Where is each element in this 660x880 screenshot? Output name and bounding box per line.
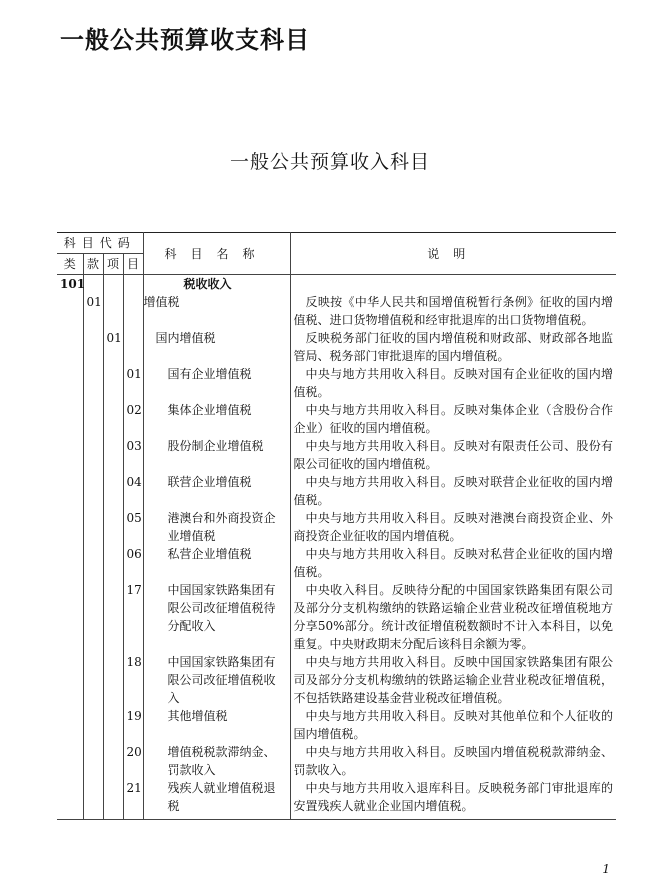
table-row — [57, 653, 616, 707]
table-row — [57, 581, 616, 653]
subject-name: 港澳台和外商投资企业增值税 — [143, 509, 290, 545]
table-row — [57, 365, 616, 401]
subject-name: 联营企业增值税 — [143, 473, 290, 509]
lei-code — [57, 437, 83, 473]
mu-code: 01 — [123, 365, 143, 401]
mu-header: 目 — [123, 254, 143, 275]
kuan-code — [83, 437, 103, 473]
lei-code: 101 — [57, 275, 83, 294]
lei-code — [57, 581, 83, 653]
subject-description: 反映按《中华人民共和国增值税暂行条例》征收的国内增值税、进口货物增值税和经审批退库的出口货物增值税。 — [293, 295, 614, 327]
subject-name: 国有企业增值税 — [143, 365, 290, 401]
subject-description: 中央收入科目。反映待分配的中国国家铁路集团有限公司及部分分支机构缴纳的铁路运输企业营业税改征增值税地方分享50%部分。统计改征增值税数额时不计入本科目，以免重复。中央财政期末分配后该科目余额为零。 — [293, 583, 614, 651]
lei-code — [57, 509, 83, 545]
budget-table — [57, 232, 616, 820]
subject-name: 股份制企业增值税 — [143, 437, 290, 473]
kuan-code — [83, 275, 103, 294]
mu-code — [123, 329, 143, 365]
subject-name: 国内增值税 — [143, 329, 290, 365]
xiang-code — [103, 653, 123, 707]
subject-name: 中国国家铁路集团有限公司改征增值税待分配收入 — [143, 581, 290, 653]
mu-code: 20 — [123, 743, 143, 779]
mu-code: 21 — [123, 779, 143, 820]
mu-code: 04 — [123, 473, 143, 509]
mu-code — [123, 275, 143, 294]
name-header: 科目名称 — [143, 233, 290, 275]
mu-code: 03 — [123, 437, 143, 473]
table-row — [57, 473, 616, 509]
subject-description: 中央与地方共用收入科目。反映对港澳台商投资企业、外商投资企业征收的国内增值税。 — [293, 511, 614, 543]
subject-name: 残疾人就业增值税退税 — [143, 779, 290, 820]
mu-code: 05 — [123, 509, 143, 545]
code-group-header: 科目代码 — [57, 233, 143, 254]
xiang-header: 项 — [103, 254, 123, 275]
subject-description: 中央与地方共用收入科目。反映对国有企业征收的国内增值税。 — [293, 367, 614, 399]
subject-name: 集体企业增值税 — [143, 401, 290, 437]
lei-code — [57, 329, 83, 365]
subject-description: 中央与地方共用收入科目。反映对集体企业（含股份合作企业）征收的国内增值税。 — [293, 403, 614, 435]
table-row — [57, 437, 616, 473]
lei-code — [57, 779, 83, 820]
xiang-code — [103, 509, 123, 545]
subject-description — [290, 275, 616, 294]
xiang-code — [103, 743, 123, 779]
subject-description: 中央与地方共用收入科目。反映对私营企业征收的国内增值税。 — [293, 547, 614, 579]
kuan-code — [83, 653, 103, 707]
section-title: 一般公共预算收入科目 — [229, 151, 430, 173]
subject-description: 中央与地方共用收入科目。反映对联营企业征收的国内增值税。 — [293, 475, 614, 507]
kuan-code — [83, 365, 103, 401]
kuan-code — [83, 581, 103, 653]
table-row — [57, 275, 616, 294]
subject-name: 其他增值税 — [143, 707, 290, 743]
kuan-code — [83, 401, 103, 437]
table-body — [57, 275, 616, 820]
subject-name: 增值税 — [143, 293, 290, 329]
subject-description: 中央与地方共用收入科目。反映对其他单位和个人征收的国内增值税。 — [293, 709, 614, 741]
xiang-code: 01 — [103, 329, 123, 365]
mu-code: 06 — [123, 545, 143, 581]
lei-code — [57, 293, 83, 329]
kuan-code — [83, 509, 103, 545]
subject-name: 中国国家铁路集团有限公司改征增值税收入 — [143, 653, 290, 707]
xiang-code — [103, 437, 123, 473]
xiang-code — [103, 293, 123, 329]
lei-code — [57, 545, 83, 581]
page-number: 1 — [602, 862, 610, 876]
table-row — [57, 779, 616, 820]
kuan-code — [83, 545, 103, 581]
xiang-code — [103, 581, 123, 653]
kuan-code — [83, 329, 103, 365]
xiang-code — [103, 779, 123, 820]
xiang-code — [103, 707, 123, 743]
lei-code — [57, 365, 83, 401]
lei-code — [57, 473, 83, 509]
kuan-code — [83, 707, 103, 743]
xiang-code — [103, 401, 123, 437]
lei-header: 类 — [57, 254, 83, 275]
document-title: 一般公共预算收支科目 — [60, 26, 310, 54]
table-row — [57, 707, 616, 743]
mu-code — [123, 293, 143, 329]
subject-name: 税收收入 — [143, 275, 290, 294]
kuan-code — [83, 473, 103, 509]
xiang-code — [103, 275, 123, 294]
table-row — [57, 545, 616, 581]
table-row — [57, 401, 616, 437]
mu-code: 02 — [123, 401, 143, 437]
table-row — [57, 743, 616, 779]
subject-description: 中央与地方共用收入科目。反映对有限责任公司、股份有限公司征收的国内增值税。 — [293, 439, 614, 471]
kuan-header: 款 — [83, 254, 103, 275]
subject-name: 增值税税款滞纳金、罚款收入 — [143, 743, 290, 779]
xiang-code — [103, 473, 123, 509]
subject-description: 中央与地方共用收入科目。反映国内增值税税款滞纳金、罚款收入。 — [293, 745, 614, 777]
lei-code — [57, 653, 83, 707]
table-row — [57, 329, 616, 365]
lei-code — [57, 743, 83, 779]
kuan-code — [83, 779, 103, 820]
table-row — [57, 509, 616, 545]
subject-description: 反映税务部门征收的国内增值税和财政部、财政部各地监管局、税务部门审批退库的国内增值税。 — [293, 331, 614, 363]
subject-description: 中央与地方共用收入科目。反映中国国家铁路集团有限公司及部分分支机构缴纳的铁路运输企业营业税改征增值税，不包括铁路建设基金营业税改征增值税。 — [293, 655, 614, 705]
table-header — [57, 233, 616, 275]
lei-code — [57, 707, 83, 743]
mu-code: 17 — [123, 581, 143, 653]
table-row — [57, 293, 616, 329]
desc-header: 说明 — [290, 233, 616, 275]
kuan-code: 01 — [83, 293, 103, 329]
subject-description: 中央与地方共用收入退库科目。反映税务部门审批退库的安置残疾人就业企业国内增值税。 — [290, 779, 616, 820]
xiang-code — [103, 365, 123, 401]
subject-name: 私营企业增值税 — [143, 545, 290, 581]
lei-code — [57, 401, 83, 437]
xiang-code — [103, 545, 123, 581]
kuan-code — [83, 743, 103, 779]
mu-code: 19 — [123, 707, 143, 743]
mu-code: 18 — [123, 653, 143, 707]
